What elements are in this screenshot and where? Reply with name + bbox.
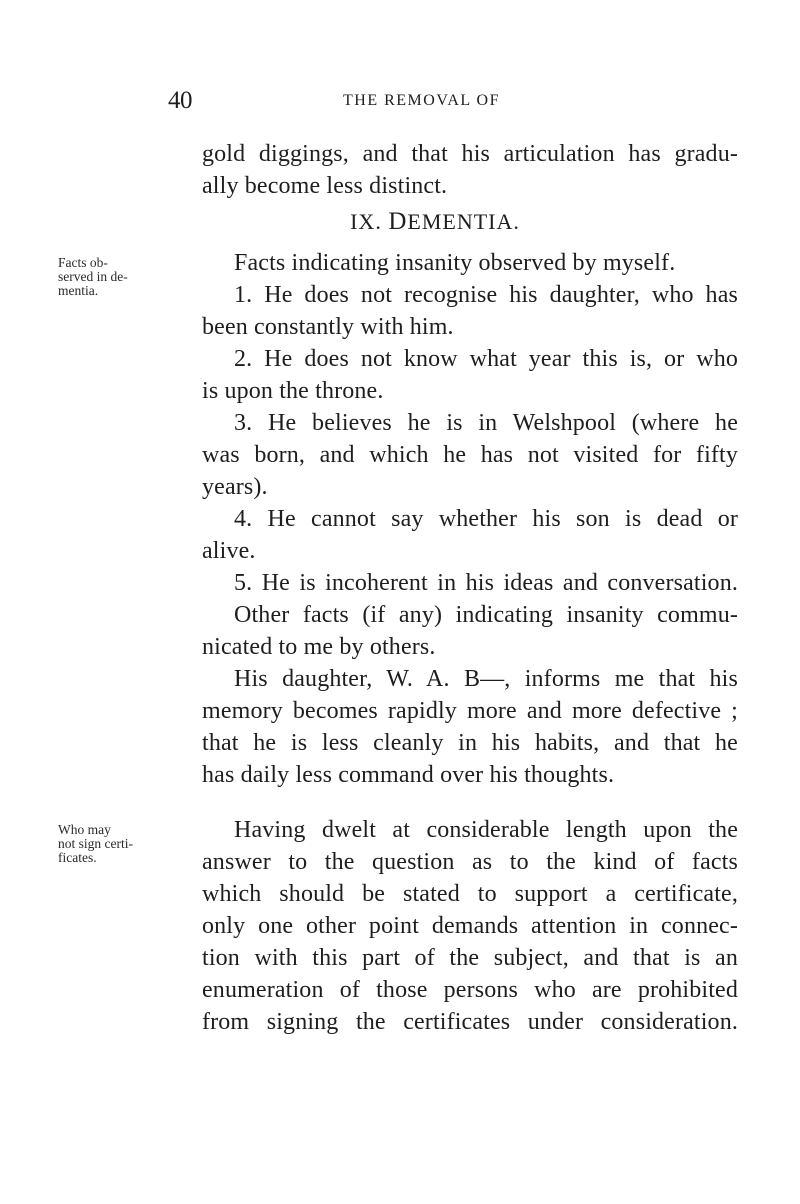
section-title-initial: D (388, 208, 408, 235)
margin-note-line: mentia. (58, 283, 99, 298)
margin-note-line: ficates. (58, 850, 97, 865)
margin-note-line: Who may (58, 822, 111, 837)
paragraph-line: only one other point demands attention in connec- (202, 913, 738, 939)
paragraph-line: 2. He does not know what year this is, or who (234, 346, 738, 372)
paragraph-line: gold diggings, and that his articulation has gradu- (202, 141, 738, 167)
margin-note-line: not sign certi- (58, 836, 133, 851)
paragraph-line: 5. He is incoherent in his ideas and conversation. (234, 570, 738, 596)
paragraph-line: from signing the certificates under consideration. (202, 1009, 738, 1035)
paragraph-line: been constantly with him. (202, 314, 454, 340)
paragraph-line: that he is less cleanly in his habits, and that he (202, 730, 738, 756)
section-numeral: IX. (350, 209, 382, 234)
paragraph-line: which should be stated to support a certificate, (202, 881, 738, 907)
section-title-rest: EMENTIA. (407, 209, 520, 234)
margin-note-who-may (58, 823, 193, 865)
paragraph-line: is upon the throne. (202, 378, 384, 404)
section-heading (0, 208, 800, 236)
paragraph-line: answer to the question as to the kind of facts (202, 849, 738, 875)
paragraph-line: alive. (202, 538, 256, 564)
paragraph-line: nicated to me by others. (202, 634, 436, 660)
margin-note-line: Facts ob- (58, 255, 108, 270)
paragraph-line: 3. He believes he is in Welshpool (where he (234, 410, 738, 436)
paragraph-line: was born, and which he has not visited for fifty (202, 442, 738, 468)
page-number: 40 (168, 87, 192, 114)
running-head (0, 87, 800, 117)
paragraph-line: years). (202, 474, 268, 500)
margin-note-line: served in de- (58, 269, 128, 284)
paragraph-line: His daughter, W. A. B—, informs me that his (234, 666, 738, 692)
paragraph-line: 1. He does not recognise his daughter, who has (234, 282, 738, 308)
paragraph-line: memory becomes rapidly more and more defective ; (202, 698, 738, 724)
margin-note-facts (58, 256, 193, 298)
running-title: THE REMOVAL OF (343, 92, 501, 109)
paragraph-line: Having dwelt at considerable length upon the (234, 817, 738, 843)
paragraph-line: enumeration of those persons who are prohibited (202, 977, 738, 1003)
paragraph-line: 4. He cannot say whether his son is dead or (234, 506, 738, 532)
paragraph-line: Facts indicating insanity observed by myself. (234, 250, 676, 276)
paragraph-line: tion with this part of the subject, and that is an (202, 945, 738, 971)
paragraph-line: Other facts (if any) indicating insanity commu- (234, 602, 738, 628)
paragraph-line: has daily less command over his thoughts. (202, 762, 615, 788)
paragraph-line: ally become less distinct. (202, 173, 448, 199)
